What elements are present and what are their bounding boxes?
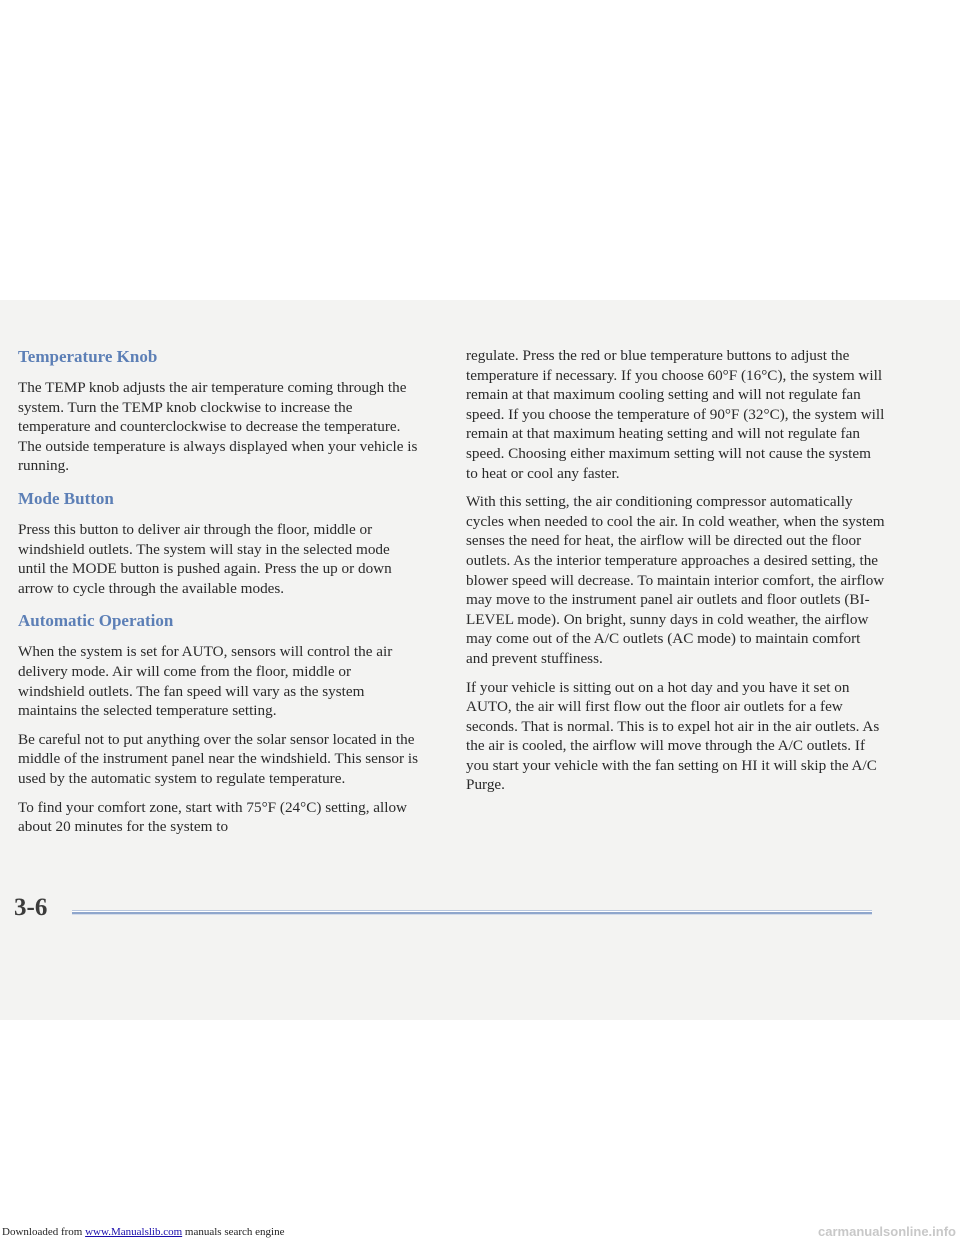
paragraph: To find your comfort zone, start with 75°F (24°C) setting, allow about 20 minutes for the system to	[18, 798, 408, 836]
heading-mode-button: Mode Button	[18, 488, 114, 508]
paragraph: Press this button to deliver air through the floor, middle or windshield outlets. The system will stay in the selected mode until the MODE button is pushed again. Press the up or down arrow to cycle through the available modes.	[18, 520, 392, 597]
right-column	[466, 346, 886, 804]
watermark: carmanualsonline.info	[818, 1224, 956, 1239]
heading-automatic-operation: Automatic Operation	[18, 611, 174, 631]
heading-temperature-knob: Temperature Knob	[18, 347, 158, 366]
paragraph: regulate. Press the red or blue temperature buttons to adjust the temperature if necessary. If you choose 60°F (16°C), the system will remain at that maximum cooling setting and will not regulate fan speed. If you choose the temperature of 90°F (32°C), the system will remain at that maximum heating setting and will not regulate fan speed. Choosing either maximum setting will not cause the system to heat or cool any faster.	[466, 347, 885, 482]
page-number: 3-6	[14, 894, 48, 921]
paragraph: When the system is set for AUTO, sensors will control the air delivery mode. Air will come from the floor, middle or windshield outlets. The fan speed will vary as the system maintains the selected temperature setting.	[18, 643, 393, 720]
paragraph: With this setting, the air conditioning compressor automatically cycles when needed to cool the air. In cold weather, when the system senses the need for heat, the airflow will be directed out the floor outlets. As the interior temperature approaches a desired setting, the blower speed will decrease. To maintain interior comfort, the airflow may move to the instrument panel air outlets and floor outlets (BI-LEVEL mode). On bright, sunny days in cold weather, the airflow may come out of the A/C outlets (AC mode) to maintain comfort and prevent stuffiness.	[466, 493, 885, 667]
paragraph: The TEMP knob adjusts the air temperature coming through the system. Turn the TEMP knob clockwise to increase the temperature and counterclockwise to decrease the temperature. The outside temperature is always displayed when your vehicle is running.	[18, 379, 418, 475]
section-temperature-knob	[18, 346, 418, 476]
paragraph: Be careful not to put anything over the solar sensor located in the middle of the instrument panel near the windshield. This sensor is used by the automatic system to regulate temperature.	[18, 730, 419, 787]
download-suffix: manuals search engine	[182, 1226, 285, 1238]
left-column	[18, 346, 418, 849]
paragraph: If your vehicle is sitting out on a hot day and you have it set on AUTO, the air will first flow out the floor air outlets for a few seconds. That is normal. This is to expel hot air in the air outlets. As the air is cooled, the airflow will move through the A/C outlets. If you start your vehicle with the fan setting on HI it will skip the A/C Purge.	[466, 678, 880, 794]
download-prefix: Downloaded from	[2, 1226, 86, 1238]
download-notice	[2, 1222, 284, 1242]
section-mode-button	[18, 488, 418, 598]
download-bar	[0, 1222, 960, 1242]
footer-rule	[72, 910, 872, 915]
section-automatic-operation	[18, 610, 418, 836]
manualslib-link[interactable]: www.Manualslib.com	[85, 1226, 183, 1238]
